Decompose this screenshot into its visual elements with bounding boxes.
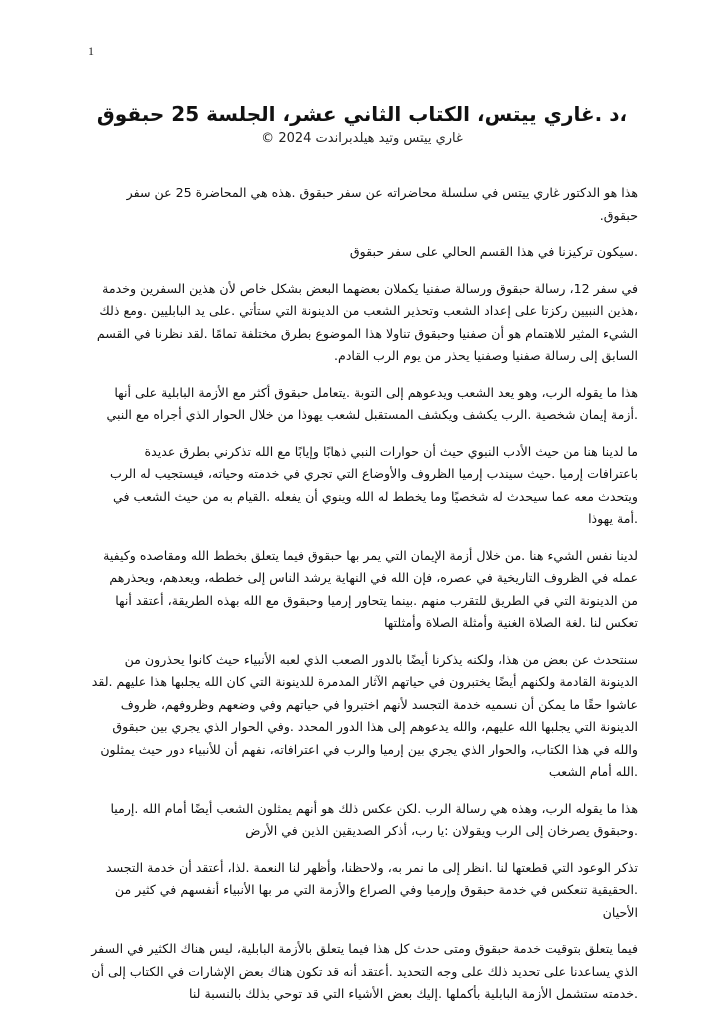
paragraph-5: ما لدينا هنا من حيث الأدب النبوي حيث أن حوارات النبي ذهابًا وإيابًا مع الله تذكرني بطرق عديدة باعترافات إرميا .حيث سيندب إرميا الظروف والأوضاع التي تجري في خدمته وحياته، فيستجيب له الرب ويتحدث معه عما سيحدث له شخصيًا وما يخطط له الله وينوي أن يفعله .القيام به من حيث الشعب في .أمة يهوذا bbox=[110, 443, 638, 526]
paragraph-3: في سفر 12، رسالة حبقوق ورسالة صفنيا يكملان بعضهما البعض بشكل خاص لأن هذين السفرين وخدمة ،هذين النبيين ركزتا على إعداد الشعب وتحذير الشعب من الدينونة التي ستأتي .على يد البابليين .ومع ذلك الشيء المثير للاهتمام هو أن صفنيا وحبقوق تناولا هذا الموضوع بطرق مختلفة تمامًا .لقد نظرنا في القسم السابق إلى رسالة صفنيا وصفنيا يحذر من يوم الرب القادم. bbox=[96, 280, 638, 363]
copyright-line: غاري ييتس وتيد هيلدبراندت 2024 © bbox=[261, 131, 463, 146]
page-number: 1 bbox=[88, 44, 94, 58]
document-header bbox=[0, 100, 724, 148]
paragraph-4: هذا ما يقوله الرب، وهو يعد الشعب ويدعوهم إلى التوبة .يتعامل حبقوق أكثر مع الأزمة البابلية على أنها .أزمة إيمان شخصية .الرب يكشف ويكشف المستقبل لشعب يهوذا من خلال الحوار الذي أجراه مع النبي bbox=[106, 384, 638, 422]
paragraph-8: هذا ما يقوله الرب، وهذه هي رسالة الرب .لكن عكس ذلك هو أنهم يمثلون الشعب أيضًا أمام الله .إرميا .وحبقوق يصرخان إلى الرب ويقولان :يا رب، أذكر الصديقين الذين في الأرض bbox=[110, 800, 638, 838]
document-body bbox=[90, 182, 638, 1020]
document-title: ،د .غاري ييتس، الكتاب الثاني عشر، الجلسة 25 حبقوق bbox=[96, 102, 628, 126]
paragraph-7: سنتحدث عن بعض من هذا، ولكنه يذكرنا أيضًا بالدور الصعب الذي لعبه الأنبياء حيث كانوا يحذرون من الدينونة القادمة ولكنهم أيضًا يختبرون في حياتهم الآثار المدمرة للدينونة التي كان الله يجلبها هذا عليهم .لقد عاشوا حقًا ما يمكن أن نسميه خدمة التجسد لأنهم اختبروا في حياتهم وفي وضعهم وظروفهم، ظروف الدينونة التي يجلبها الله عليهم، والله يدعوهم إلى هذا الدور المحدد .وفي الحوار الذي يجري بين حبقوق والله في هذا الكتاب، والحوار الذي يجري بين إرميا والرب في اعترافاته، نفهم أن للأنبياء دور حيث يمثلون .الله أمام الشعب bbox=[91, 651, 638, 779]
paragraph-9: تذكر الوعود التي قطعتها لنا .انظر إلى ما نمر به، ولاحظنا، وأظهر لنا النعمة .لذا، أعتقد أن خدمة التجسد .الحقيقية تنعكس في خدمة حبقوق وإرميا وفي الصراع والأزمة التي مر بها الأنبياء أنفسهم في كثير من الأحيان bbox=[105, 859, 638, 920]
paragraph-2: .سيكون تركيزنا في هذا القسم الحالي على سفر حبقوق bbox=[349, 244, 638, 259]
paragraph-10: فيما يتعلق بتوقيت خدمة حبقوق ومتى حدث كل هذا فيما يتعلق بالأزمة البابلية، ليس هناك الكثير في السفر الذي يساعدنا على تحديد ذلك على وجه التحديد .أعتقد أنه قد تكون هناك بعض الإشارات في الكتاب إلى أن .خدمته ستشمل الأزمة البابلية بأكملها .إليك بعض الأشياء التي قد توحي بذلك بالنسبة لنا bbox=[91, 941, 638, 1001]
paragraph-1: هذا هو الدكتور غاري ييتس في سلسلة محاضراته عن سفر حبقوق .هذه هي المحاضرة 25 عن سفر حبقوق. bbox=[126, 185, 638, 223]
paragraph-6: لدينا نفس الشيء هنا .من خلال أزمة الإيمان التي يمر بها حبقوق فيما يتعلق بخطط الله ومقاصده وكيفية عمله في الظروف التاريخية في عصره، فإن الله في النهاية يرشد الناس إلى خططه، ويعدهم، ويحذرهم من الدينونة التي في الطريق للتقرب منهم .بينما يتحاور إرميا وحبقوق مع الله بهذه الطريقة، أعتقد أنها تعكس لنا .لغة الصلاة الغنية وأمثلة الصلاة وأمثلتها bbox=[103, 547, 638, 630]
